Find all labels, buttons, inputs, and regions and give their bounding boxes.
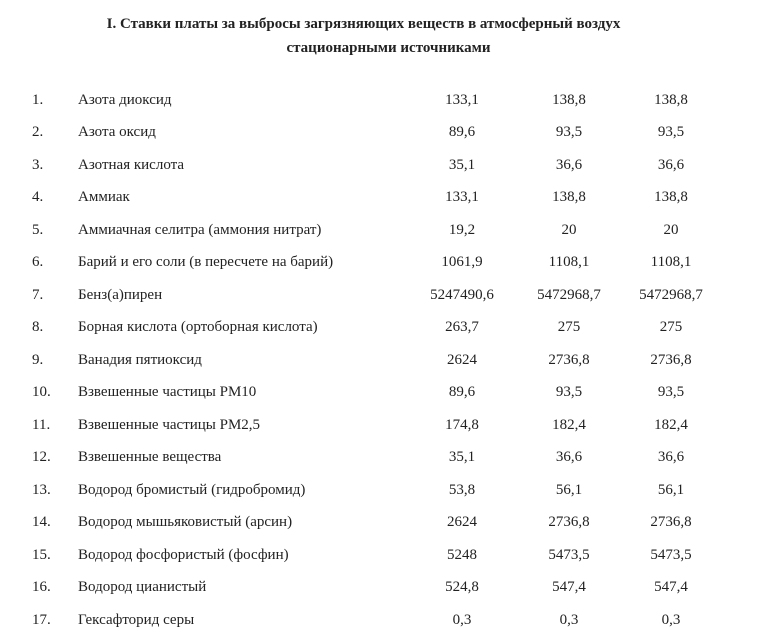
rate-value-2: 5473,5: [548, 546, 590, 563]
rate-value-2: 2736,8: [548, 351, 590, 368]
table-row: [20, 377, 720, 410]
row-number: 1.: [32, 91, 44, 108]
rate-value-3: 20: [663, 221, 679, 238]
rate-value-2: 20: [561, 221, 577, 238]
table-row: [20, 84, 720, 117]
rate-value-1: 263,7: [445, 319, 479, 336]
rate-value-3: 36,6: [657, 449, 685, 466]
table-row: [20, 279, 720, 312]
page-title: [0, 12, 767, 60]
substance-name: Азота оксид: [78, 124, 156, 141]
rate-value-3: 5473,5: [650, 546, 692, 563]
rate-value-2: 93,5: [555, 384, 583, 401]
substance-name: Борная кислота (ортоборная кислота): [78, 319, 318, 336]
substance-name: Гексафторид серы: [78, 611, 195, 628]
substance-name: Водород мышьяковистый (арсин): [78, 514, 293, 531]
row-number: 3.: [32, 156, 44, 173]
rate-value-1: 0,3: [452, 611, 472, 628]
table-row: [20, 247, 720, 280]
row-number: 13.: [32, 481, 51, 498]
rate-value-3: 93,5: [657, 124, 685, 141]
row-number: 9.: [32, 351, 44, 368]
table-row: [20, 442, 720, 475]
rate-value-2: 2736,8: [548, 514, 590, 531]
rate-value-2: 138,8: [552, 189, 586, 206]
substance-name: Аммиачная селитра (аммония нитрат): [78, 221, 322, 238]
rate-value-2: 36,6: [555, 449, 583, 466]
title-line-1: I. Ставки платы за выбросы загрязняющих веществ в атмосферный воздух: [106, 16, 621, 32]
rate-value-3: 5472968,7: [639, 286, 703, 303]
rate-value-1: 35,1: [448, 449, 476, 466]
rate-value-1: 174,8: [445, 416, 479, 433]
rate-value-1: 2624: [447, 514, 477, 531]
rate-value-1: 53,8: [448, 481, 476, 498]
table-row: [20, 474, 720, 507]
rate-value-2: 56,1: [555, 481, 583, 498]
row-number: 4.: [32, 189, 44, 206]
substance-name: Бенз(а)пирен: [78, 286, 163, 303]
rate-value-2: 182,4: [552, 416, 586, 433]
rate-value-1: 133,1: [445, 91, 479, 108]
row-number: 14.: [32, 514, 51, 531]
rates-table-body: [20, 84, 720, 637]
rate-value-1: 2624: [447, 351, 477, 368]
table-row: [20, 409, 720, 442]
table-row: [20, 572, 720, 605]
row-number: 12.: [32, 449, 51, 466]
rate-value-3: 138,8: [654, 91, 688, 108]
table-row: [20, 149, 720, 182]
row-number: 6.: [32, 254, 44, 271]
substance-name: Взвешенные частицы РМ2,5: [78, 416, 261, 433]
rate-value-3: 36,6: [657, 156, 685, 173]
substance-name: Водород бромистый (гидробромид): [78, 481, 306, 498]
rate-value-1: 35,1: [448, 156, 476, 173]
row-number: 2.: [32, 124, 44, 141]
rate-value-1: 133,1: [445, 189, 479, 206]
rate-value-1: 5248: [447, 546, 477, 563]
rate-value-2: 5472968,7: [537, 286, 601, 303]
title-line-2: стационарными источниками: [286, 40, 491, 56]
rate-value-3: 93,5: [657, 384, 685, 401]
rate-value-3: 2736,8: [650, 514, 692, 531]
rate-value-3: 2736,8: [650, 351, 692, 368]
rate-value-1: 19,2: [448, 221, 476, 238]
rate-value-2: 138,8: [552, 91, 586, 108]
rate-value-1: 5247490,6: [430, 286, 494, 303]
substance-name: Аммиак: [78, 189, 130, 206]
row-number: 15.: [32, 546, 51, 563]
table-row: [20, 117, 720, 150]
table-row: [20, 182, 720, 215]
row-number: 5.: [32, 221, 44, 238]
row-number: 17.: [32, 611, 51, 628]
row-number: 7.: [32, 286, 44, 303]
rate-value-2: 547,4: [552, 579, 586, 596]
rate-value-2: 0,3: [559, 611, 579, 628]
rate-value-1: 89,6: [448, 124, 476, 141]
rate-value-3: 0,3: [661, 611, 681, 628]
rate-value-1: 524,8: [445, 579, 479, 596]
substance-name: Барий и его соли (в пересчете на барий): [78, 254, 334, 271]
rate-value-1: 89,6: [448, 384, 476, 401]
table-row: [20, 604, 720, 637]
substance-name: Взвешенные вещества: [78, 449, 222, 466]
rate-value-3: 138,8: [654, 189, 688, 206]
table-row: [20, 539, 720, 572]
rate-value-3: 182,4: [654, 416, 688, 433]
table-row: [20, 344, 720, 377]
substance-name: Азота диоксид: [78, 91, 172, 108]
substance-name: Водород цианистый: [78, 579, 207, 596]
rate-value-2: 93,5: [555, 124, 583, 141]
rates-table: [20, 84, 720, 637]
rate-value-2: 275: [557, 319, 581, 336]
row-number: 10.: [32, 384, 51, 401]
rate-value-2: 36,6: [555, 156, 583, 173]
rate-value-3: 56,1: [657, 481, 685, 498]
rate-value-2: 1108,1: [548, 254, 590, 271]
substance-name: Азотная кислота: [78, 156, 185, 173]
row-number: 16.: [32, 579, 51, 596]
table-row: [20, 507, 720, 540]
substance-name: Взвешенные частицы РМ10: [78, 384, 257, 401]
table-row: [20, 214, 720, 247]
row-number: 11.: [32, 416, 51, 433]
rate-value-3: 275: [659, 319, 683, 336]
table-row: [20, 312, 720, 345]
rate-value-1: 1061,9: [441, 254, 483, 271]
substance-name: Ванадия пятиоксид: [78, 351, 202, 368]
rate-value-3: 547,4: [654, 579, 688, 596]
row-number: 8.: [32, 319, 44, 336]
substance-name: Водород фосфористый (фосфин): [78, 546, 289, 563]
rate-value-3: 1108,1: [650, 254, 692, 271]
